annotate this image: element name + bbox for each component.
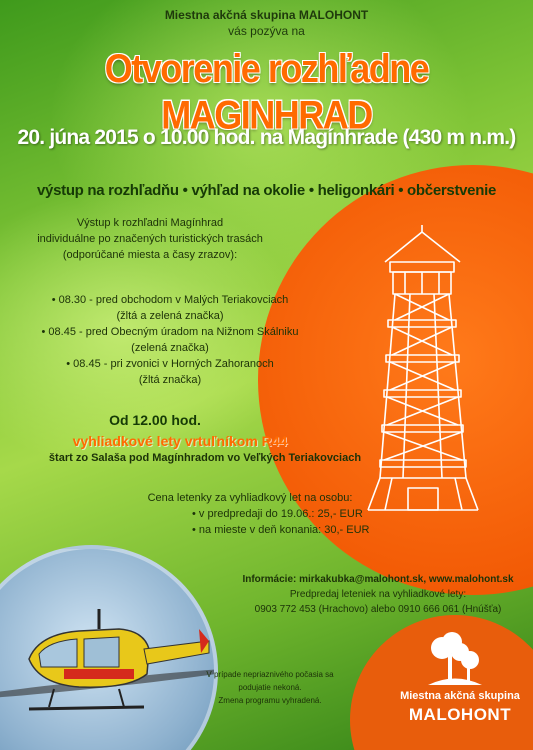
contact-info (218, 572, 533, 617)
meeting-point-line: • 08.45 - pred Obecným úradom na Nižnom Skálniku (41, 326, 299, 338)
flights-heading: vyhliadkové lety vrtuľníkom R44 (72, 433, 288, 449)
logo-org-line: Miestna akčná skupina (400, 690, 520, 702)
weather-note-line: V prípade nepriaznivého počasia sa (206, 670, 334, 679)
tree-logo-icon (420, 630, 490, 690)
weather-note-line: Zmena programu vyhradená. (218, 696, 322, 705)
meeting-point-line: • 08.45 - pri zvonici v Horných Zahoranoch (66, 358, 274, 370)
info-label: Informácie: (242, 574, 297, 585)
event-features: výstup na rozhľadňu • výhľad na okolie • heligonkári • občerstvenie (37, 182, 496, 199)
presale-title: Predpredaj leteniek na vyhliadkové lety: (289, 589, 467, 600)
ticket-prices (120, 490, 380, 538)
event-title: Otvorenie rozhľadne MAGINHRAD (104, 45, 429, 138)
event-date: 20. júna 2015 o 10.00 hod. na Magínhrade (430 m n.m.) (17, 126, 516, 149)
info-contacts[interactable]: mirkakubka@malohont.sk, www.malohont.sk (299, 574, 514, 585)
meeting-point-line: • 08.30 - pred obchodom v Malých Teriakovciach (51, 294, 289, 306)
meeting-point-line: (žltá a zelená značka) (116, 310, 224, 322)
weather-note-line: podujatie nekoná. (238, 683, 302, 692)
price-line: • v predpredaji do 19.06.: 25,- EUR (192, 508, 363, 520)
route-intro (0, 215, 300, 263)
logo-org-name: MALOHONT (408, 705, 512, 724)
helicopter-photo (0, 545, 218, 750)
flights-time: Od 12.00 hod. (109, 412, 201, 428)
organizer-text: Miestna akčná skupina MALOHONT (164, 8, 369, 22)
route-intro-line: (odporúčané miesta a časy zrazov): (62, 249, 238, 261)
presale-phones: 0903 772 453 (Hrachovo) alebo 0910 666 061 (Hnúšťa) (254, 604, 502, 615)
price-line: • na mieste v deň konania: 30,- EUR (192, 524, 370, 536)
flights-start-place: štart zo Salaša pod Magínhradom vo Veľkých Teriakovciach (48, 452, 362, 464)
invite-text: vás pozýva na (228, 24, 305, 38)
meeting-point-line: (žltá značka) (138, 374, 202, 386)
price-title: Cena letenky za vyhliadkový let na osobu: (147, 492, 353, 504)
weather-note (195, 668, 345, 707)
meeting-points (0, 292, 340, 388)
route-intro-line: individuálne po značených turistických trasách (37, 233, 263, 245)
meeting-point-line: (zelená značka) (131, 342, 209, 354)
route-intro-line: Výstup k rozhľadni Magínhrad (76, 217, 224, 229)
